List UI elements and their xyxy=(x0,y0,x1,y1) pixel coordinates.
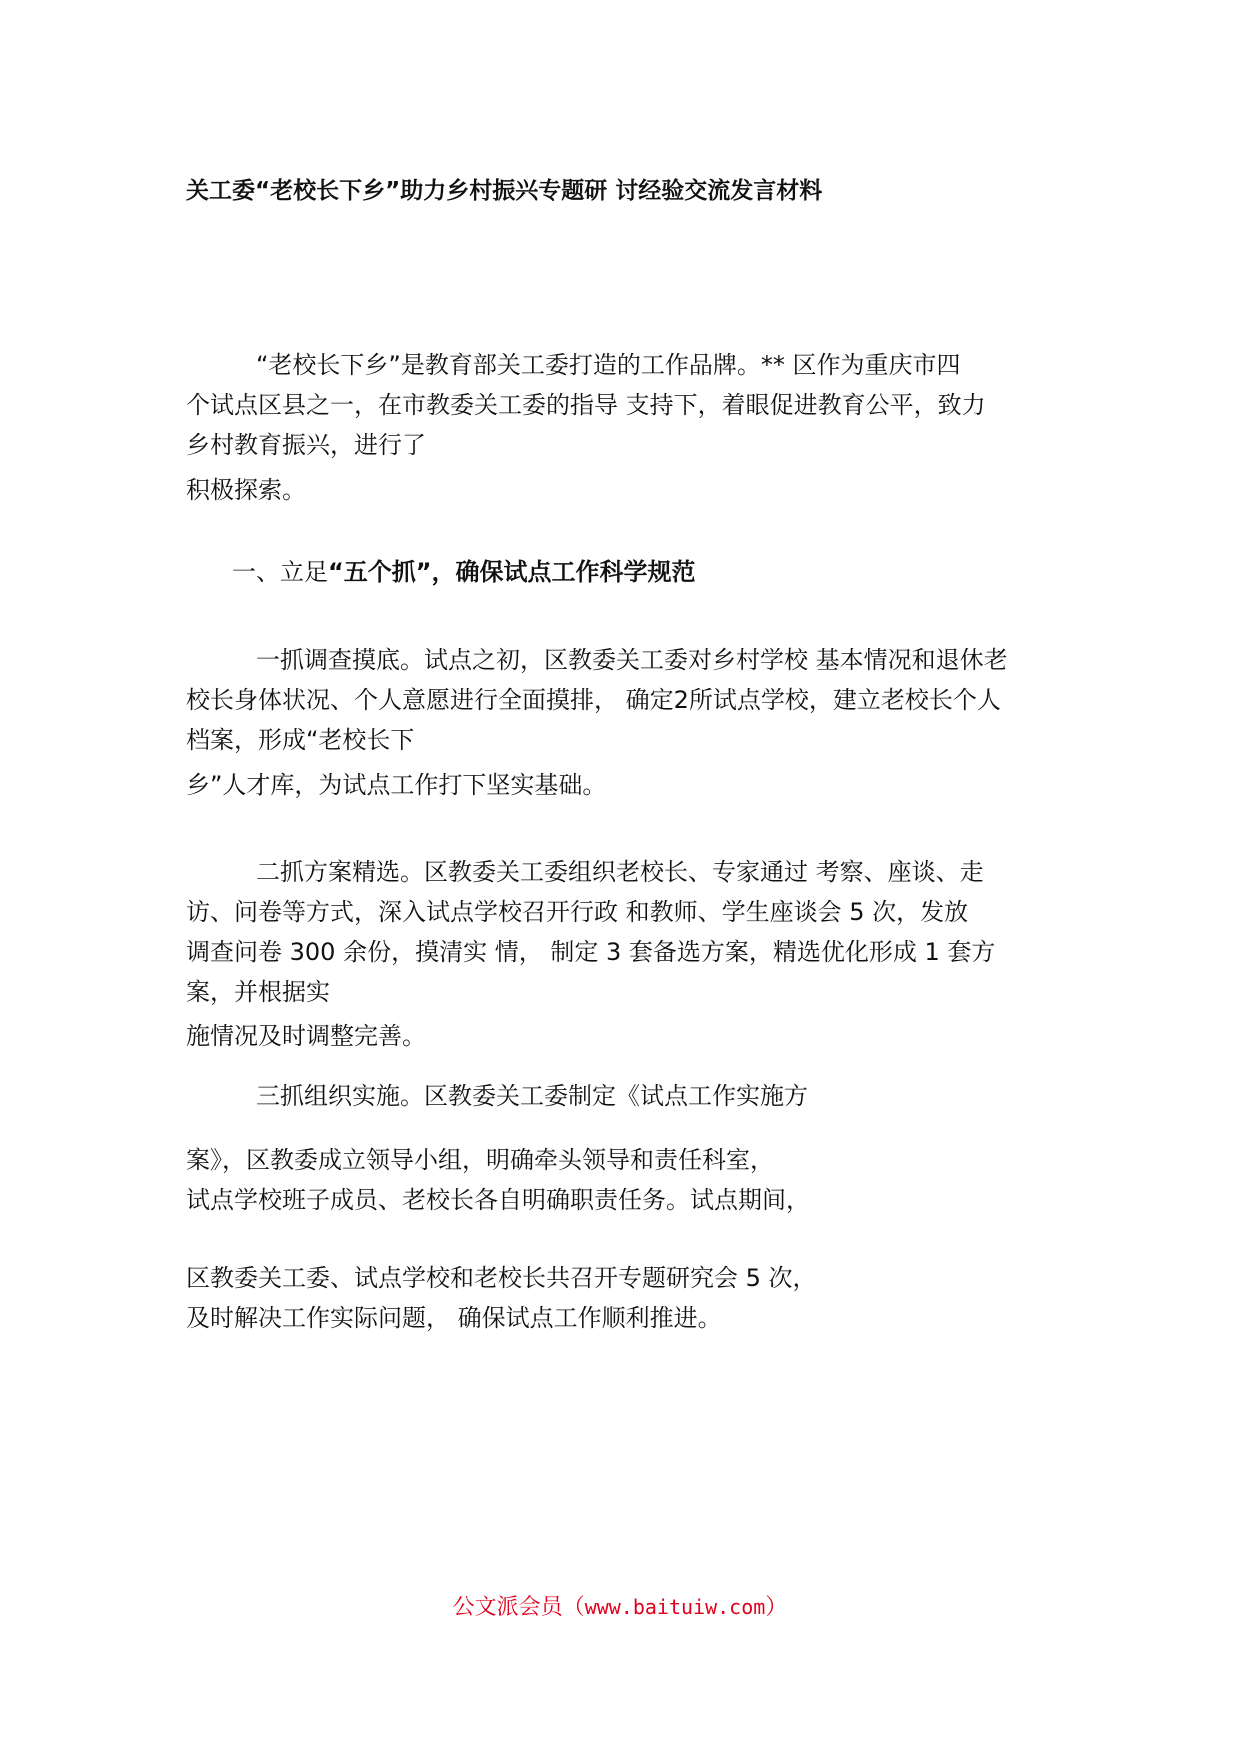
text-line: 三抓组织实施。区教委关工委制定《试点工作实施方 xyxy=(256,1082,808,1110)
section-heading-bold: “五个抓”，确保试点工作科学规范 xyxy=(328,558,696,586)
paragraph-implementation xyxy=(186,1076,1086,1116)
text-line: “老校长下乡”是教育部关工委打造的工作品牌。** 区作为重庆市四 xyxy=(256,351,961,379)
footer-watermark xyxy=(0,1590,1240,1621)
paragraph-survey xyxy=(186,640,1086,760)
footer-link[interactable]: www.baituiw.com xyxy=(584,1595,766,1619)
footer-label: 公文派会员（ xyxy=(452,1595,585,1620)
text-line: 档案，形成“老校长下 xyxy=(186,726,415,754)
paragraph-plan-continued xyxy=(186,1016,1086,1056)
text-line: 区教委关工委、试点学校和老校长共召开专题研究会 5 次， xyxy=(186,1264,817,1292)
text-line: 及时解决工作实际问题， 确保试点工作顺利推进。 xyxy=(186,1304,722,1332)
text-line: 施情况及时调整完善。 xyxy=(186,1022,426,1050)
text-line: 案，并根据实 xyxy=(186,978,330,1006)
text-line: 积极探索。 xyxy=(186,476,306,504)
intro-paragraph-continued xyxy=(186,470,1086,510)
paragraph-survey-continued xyxy=(186,765,1086,805)
paragraph-implementation-3 xyxy=(186,1258,1086,1338)
intro-paragraph xyxy=(186,345,1086,465)
text-line: 调查问卷 300 余份，摸清实 情， 制定 3 套备选方案，精选优化形成 1 套方 xyxy=(186,938,996,966)
paragraph-implementation-2 xyxy=(186,1140,1086,1220)
document-title: 关工委“老校长下乡”助力乡村振兴专题研 讨经验交流发言材料 xyxy=(186,178,823,204)
text-line: 乡”人才库，为试点工作打下坚实基础。 xyxy=(186,771,607,799)
text-line: 二抓方案精选。区教委关工委组织老校长、专家通过 考察、座谈、走 xyxy=(256,858,984,886)
text-line: 访、问卷等方式，深入试点学校召开行政 和教师、学生座谈会 5 次，发放 xyxy=(186,898,969,926)
section-heading-prefix: 一、立足 xyxy=(232,558,328,586)
section-heading xyxy=(186,552,696,592)
text-line: 乡村教育振兴，进行了 xyxy=(186,431,426,459)
paragraph-plan xyxy=(186,852,1086,1012)
text-line: 校长身体状况、个人意愿进行全面摸排， 确定2所试点学校，建立老校长个人 xyxy=(186,686,1001,714)
text-line: 试点学校班子成员、老校长各自明确职责任务。试点期间， xyxy=(186,1186,810,1214)
text-line: 个试点区县之一，在市教委关工委的指导 支持下，着眼促进教育公平，致力 xyxy=(186,391,986,419)
text-line: 案》，区教委成立领导小组，明确牵头领导和责任科室， xyxy=(186,1146,774,1174)
text-line: 一抓调查摸底。试点之初，区教委关工委对乡村学校 基本情况和退休老 xyxy=(256,646,1008,674)
footer-close: ） xyxy=(765,1595,788,1620)
